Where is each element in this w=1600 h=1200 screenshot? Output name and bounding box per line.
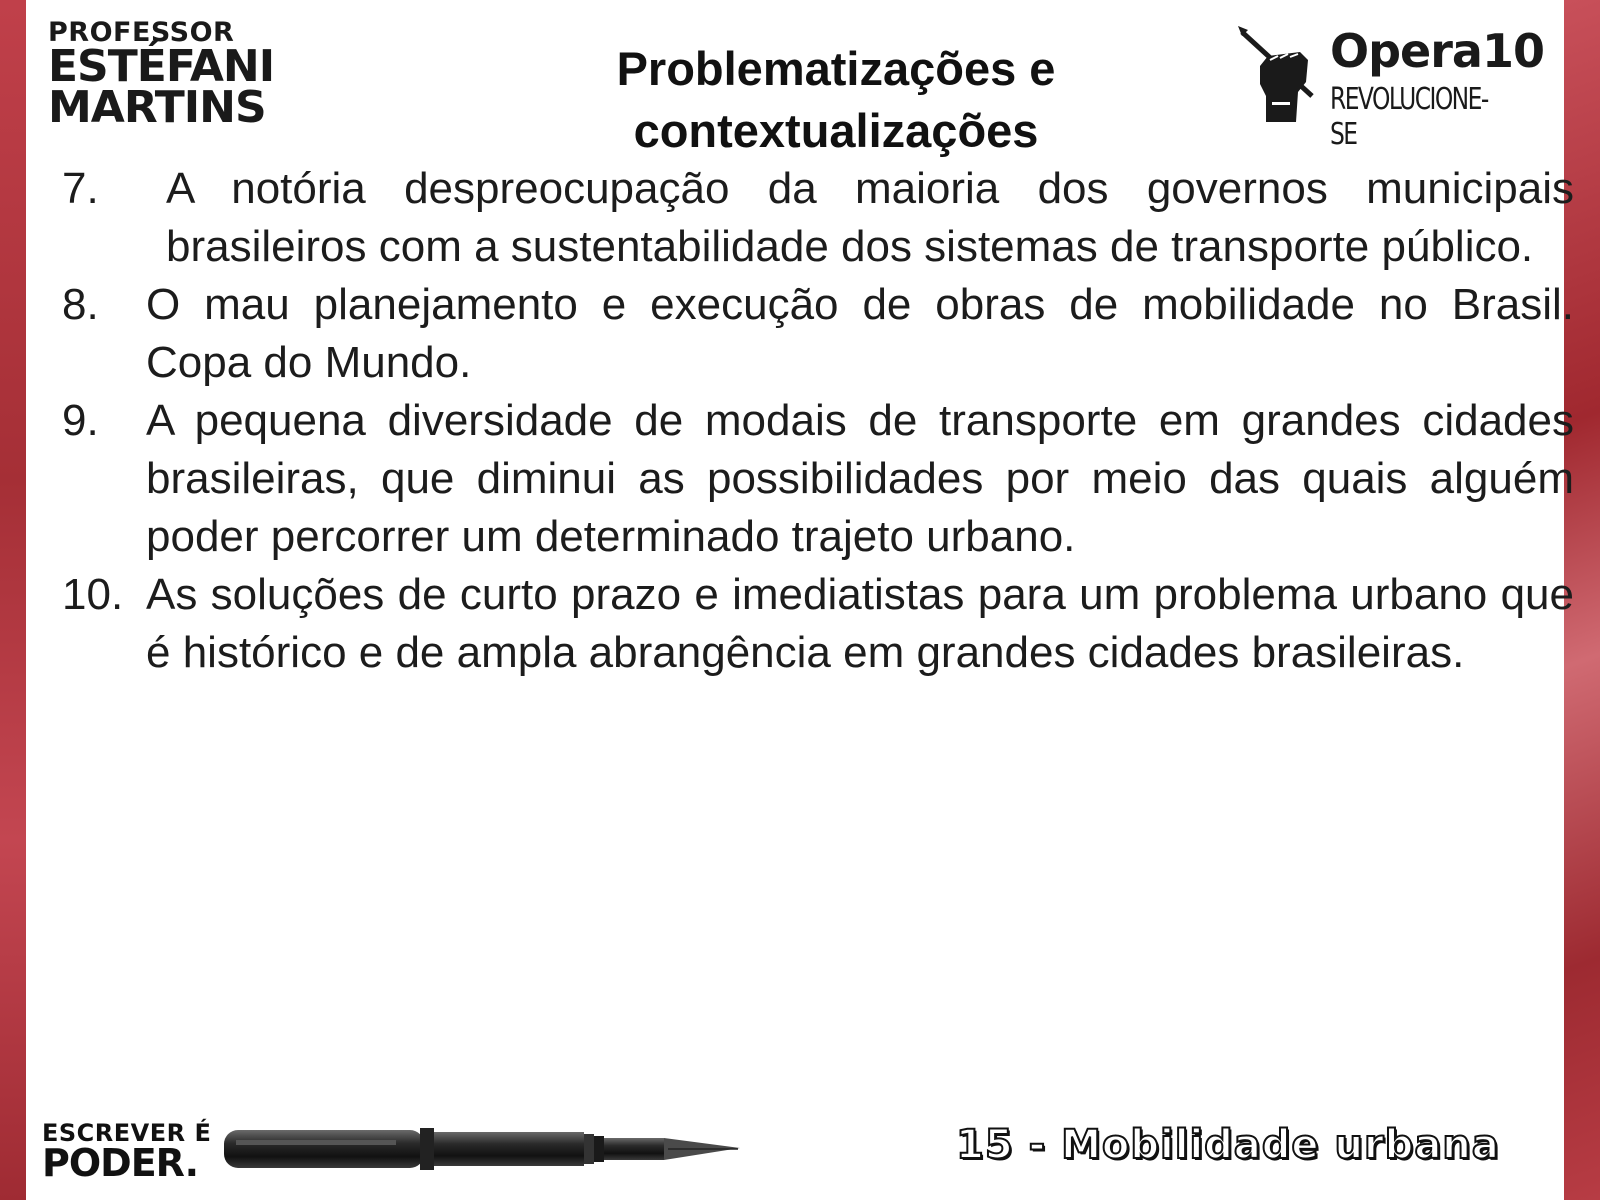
item-text: O mau planejamento e execução de obras de mobilidade no Brasil. Copa do Mundo. <box>146 280 1574 387</box>
opera10-name: Opera10 <box>1330 24 1544 78</box>
opera10-tagline: REVOLUCIONE-SE <box>1330 82 1488 152</box>
item-text: A pequena diversidade de modais de transporte em grandes cidades brasileiras, que diminui as possibilidades por meio das quais alguém poder percorrer um determinado trajeto urbano. <box>146 396 1574 561</box>
logo-line-3: MARTINS <box>48 82 266 134</box>
item-text: As soluções de curto prazo e imediatistas para um problema urbano que é histórico e de ampla abrangência em grandes cidades brasileiras. <box>146 570 1574 677</box>
slogan-line-2: PODER. <box>42 1140 199 1185</box>
slide <box>26 0 1574 1200</box>
logo-line-1: PROFESSOR <box>48 17 235 48</box>
item-text: A notória despreocupação da maioria dos governos municipais brasileiros com a sustentabilidade dos sistemas de transporte público. <box>166 164 1574 271</box>
lesson-label: 15 - Mobilidade urbana <box>956 1122 1500 1168</box>
logo-line-2: ESTÉFANI <box>48 40 275 92</box>
slogan-line-1: ESCREVER É <box>42 1119 212 1147</box>
list-item <box>62 566 1574 682</box>
slogan <box>42 1119 212 1185</box>
title-line-2: contextualizações <box>633 104 1039 157</box>
item-number: 10. <box>62 570 124 619</box>
list-item <box>62 160 1574 276</box>
list-item <box>62 392 1574 566</box>
footer-slogan <box>42 1110 772 1190</box>
list-item <box>62 276 1574 392</box>
professor-logo <box>48 17 275 134</box>
opera10-logo <box>1238 22 1558 152</box>
title-line-1: Problematizações e <box>616 42 1056 95</box>
left-frame-border <box>0 0 26 1200</box>
fist-with-pen-icon <box>1238 26 1328 122</box>
item-number: 8. <box>62 280 99 329</box>
problem-list <box>62 160 1574 682</box>
slide-title <box>486 38 1186 162</box>
item-number: 9. <box>62 396 99 445</box>
fountain-pen-icon <box>220 1112 760 1182</box>
item-number: 7. <box>62 164 99 213</box>
